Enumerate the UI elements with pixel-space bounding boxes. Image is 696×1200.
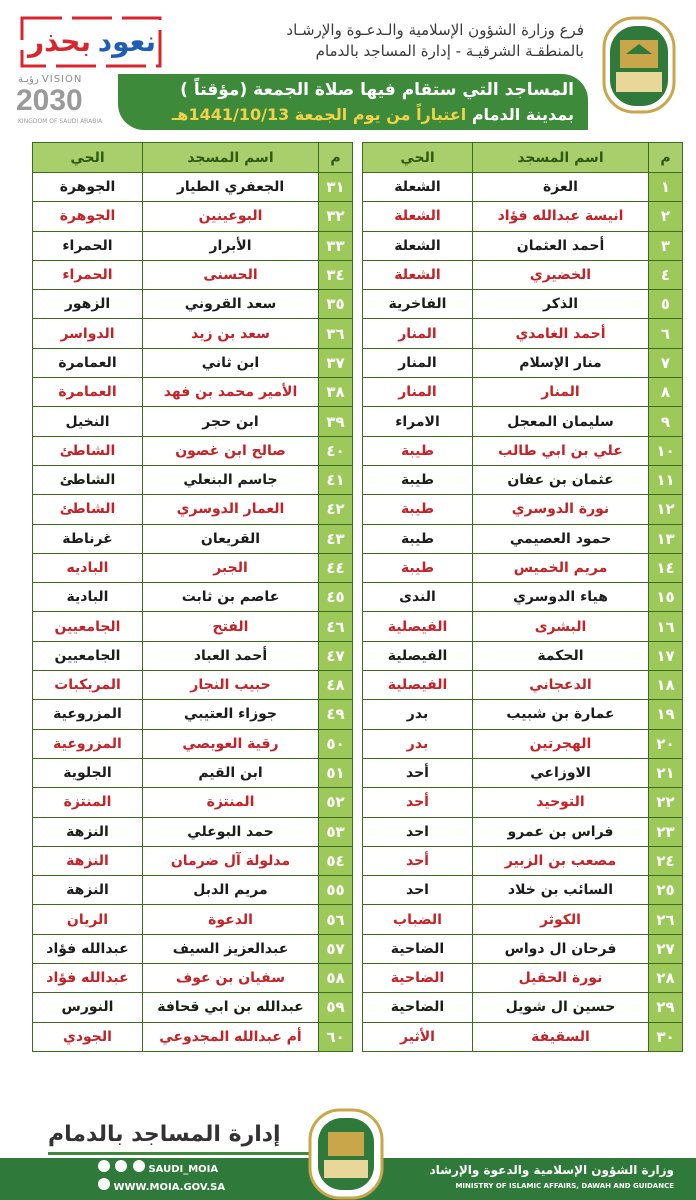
district-name: الريان	[33, 905, 143, 934]
district-name: طيبة	[363, 465, 473, 494]
row-number: ٢٩	[649, 993, 683, 1022]
campaign-word-1: نعود	[97, 25, 156, 58]
district-name: الندى	[363, 583, 473, 612]
district-name: الأثير	[363, 1022, 473, 1051]
table-row	[363, 524, 683, 553]
row-number: ٤٦	[319, 612, 353, 641]
mosque-table-right	[362, 142, 683, 1052]
vision-label: رؤيـة VISION	[18, 74, 83, 85]
district-name: الامراء	[363, 407, 473, 436]
row-number: ٥٣	[319, 817, 353, 846]
mosque-name: الأبرار	[143, 231, 319, 260]
management-title: إدارة المساجد بالدمام	[48, 1122, 281, 1147]
mosque-name: عبدالله بن ابي قحافة	[143, 993, 319, 1022]
mosque-name: البوعينين	[143, 202, 319, 231]
footer-ministry-en: MINISTRY OF ISLAMIC AFFAIRS, DAWAH AND GUIDANCE	[455, 1182, 674, 1190]
banner-date: اعتباراً من يوم الجمعة 1441/10/13هـ	[171, 105, 467, 124]
row-number: ٥٢	[319, 788, 353, 817]
mosque-name: سعد القروني	[143, 290, 319, 319]
globe-icon	[98, 1178, 110, 1190]
table-row	[363, 407, 683, 436]
table-row	[363, 465, 683, 494]
district-name: أحد	[363, 788, 473, 817]
district-name: غرناطة	[33, 524, 143, 553]
table-row	[33, 231, 353, 260]
mosque-name: الاوزاعي	[473, 758, 649, 787]
table-row	[363, 553, 683, 582]
mosque-name: عمارة بن شبيب	[473, 700, 649, 729]
row-number: ٥٤	[319, 846, 353, 875]
mosque-name: السقيفة	[473, 1022, 649, 1051]
district-name: أحد	[363, 758, 473, 787]
table-row	[363, 964, 683, 993]
district-name: الضاحية	[363, 964, 473, 993]
table-row	[363, 612, 683, 641]
district-name: النزهة	[33, 876, 143, 905]
district-name: الحمراء	[33, 231, 143, 260]
table-row	[363, 231, 683, 260]
row-number: ٢٢	[649, 788, 683, 817]
mosque-name: جوزاء العتيبي	[143, 700, 319, 729]
table-row	[363, 1022, 683, 1051]
mosque-name: مريم الخميس	[473, 553, 649, 582]
row-number: ٤٠	[319, 436, 353, 465]
mosque-name: فرحان ال دواس	[473, 934, 649, 963]
mosque-name: المنتزة	[143, 788, 319, 817]
row-number: ٣٦	[319, 319, 353, 348]
district-name: النخيل	[33, 407, 143, 436]
banner-title: المساجد التي ستقام فيها صلاة الجمعة (مؤقتاً )	[180, 80, 574, 100]
mosque-name: سفيان بن عوف	[143, 964, 319, 993]
table-row	[33, 846, 353, 875]
district-name: الجوهرة	[33, 202, 143, 231]
table-row	[363, 905, 683, 934]
table-row	[363, 641, 683, 670]
mosque-name: هياء الدوسري	[473, 583, 649, 612]
row-number: ٣٤	[319, 260, 353, 289]
mosque-name: عاصم بن ثابت	[143, 583, 319, 612]
table-row	[33, 202, 353, 231]
mosque-name: ابن القيم	[143, 758, 319, 787]
table-row	[33, 700, 353, 729]
row-number: ٤	[649, 260, 683, 289]
table-row	[363, 788, 683, 817]
mosque-name: السائب بن خلاد	[473, 876, 649, 905]
district-name: أحد	[363, 846, 473, 875]
mosque-name: العزة	[473, 173, 649, 202]
mosque-name: فراس بن عمرو	[473, 817, 649, 846]
row-number: ١٠	[649, 436, 683, 465]
vision-year: 2030	[16, 84, 83, 117]
district-name: الجامعيين	[33, 612, 143, 641]
district-name: البادية	[33, 583, 143, 612]
mosque-name: عثمان بن عفان	[473, 465, 649, 494]
vision-country: KINGDOM OF SAUDI ARABIA	[18, 118, 103, 125]
row-number: ٥٠	[319, 729, 353, 758]
mosque-name: انيسة عبدالله فؤاد	[473, 202, 649, 231]
mosque-name: الأمير محمد بن فهد	[143, 378, 319, 407]
campaign-word-2: بحذر	[28, 25, 91, 58]
table-header-row	[363, 143, 683, 173]
district-name: الجلوية	[33, 758, 143, 787]
mosque-name: الجعفري الطيار	[143, 173, 319, 202]
row-number: ٣٢	[319, 202, 353, 231]
row-number: ٢٥	[649, 876, 683, 905]
district-name: الفيصلية	[363, 641, 473, 670]
banner-city: بمدينة الدمام	[471, 105, 574, 124]
table-row	[33, 407, 353, 436]
table-row	[363, 202, 683, 231]
district-name: المزروعية	[33, 729, 143, 758]
row-number: ٧	[649, 348, 683, 377]
district-name: الشعلة	[363, 231, 473, 260]
campaign-logo	[12, 14, 170, 70]
social-handle[interactable]: SAUDI_MOIA	[148, 1164, 219, 1175]
table-row	[363, 173, 683, 202]
ministry-footer-emblem-icon	[304, 1108, 388, 1200]
row-number: ٣٠	[649, 1022, 683, 1051]
row-number: ٢٣	[649, 817, 683, 846]
table-row	[363, 436, 683, 465]
row-number: ٥١	[319, 758, 353, 787]
row-number: ٤٨	[319, 671, 353, 700]
district-name: الشعلة	[363, 260, 473, 289]
mosque-name: علي بن ابي طالب	[473, 436, 649, 465]
row-number: ٥٩	[319, 993, 353, 1022]
header-district: الحي	[363, 143, 473, 173]
district-name: النورس	[33, 993, 143, 1022]
twitter-icon[interactable]	[98, 1160, 110, 1172]
table-row	[33, 612, 353, 641]
table-row	[363, 671, 683, 700]
row-number: ٥٥	[319, 876, 353, 905]
district-name: الضاحية	[363, 993, 473, 1022]
header-num: م	[319, 143, 353, 173]
mosque-name: الدعجاني	[473, 671, 649, 700]
row-number: ٣٨	[319, 378, 353, 407]
mosque-name: أحمد العثمان	[473, 231, 649, 260]
mosque-name: ابن ثاني	[143, 348, 319, 377]
mosque-name: مدلولة آل ضرمان	[143, 846, 319, 875]
table-row	[33, 876, 353, 905]
district-name: طيبة	[363, 495, 473, 524]
row-number: ٢٦	[649, 905, 683, 934]
district-name: طيبة	[363, 524, 473, 553]
vision-2030-logo	[16, 74, 112, 128]
table-row	[33, 553, 353, 582]
row-number: ٤٤	[319, 553, 353, 582]
district-name: النزهة	[33, 817, 143, 846]
row-number: ٥٨	[319, 964, 353, 993]
row-number: ١٧	[649, 641, 683, 670]
footer-ministry-ar: وزارة الشؤون الإسلامية والدعوة والإرشاد	[429, 1163, 674, 1177]
row-number: ٣٧	[319, 348, 353, 377]
row-number: ٣٣	[319, 231, 353, 260]
mosque-name: أحمد الغامدي	[473, 319, 649, 348]
row-number: ٤٩	[319, 700, 353, 729]
row-number: ١٨	[649, 671, 683, 700]
table-row	[33, 290, 353, 319]
row-number: ٣	[649, 231, 683, 260]
ministry-branch-title	[254, 20, 584, 62]
mosque-name: الحكمة	[473, 641, 649, 670]
district-name: الفيصلية	[363, 612, 473, 641]
mosque-name: الحسنى	[143, 260, 319, 289]
row-number: ٢	[649, 202, 683, 231]
row-number: ٦٠	[319, 1022, 353, 1051]
mosque-name: التوحيد	[473, 788, 649, 817]
table-row	[33, 934, 353, 963]
header-mosque-name: اسم المسجد	[143, 143, 319, 173]
district-name: المنار	[363, 319, 473, 348]
district-name: الضاحية	[363, 934, 473, 963]
row-number: ٤١	[319, 465, 353, 494]
row-number: ٤٥	[319, 583, 353, 612]
row-number: ٤٧	[319, 641, 353, 670]
district-name: الجوهرة	[33, 173, 143, 202]
row-number: ٣٥	[319, 290, 353, 319]
district-name: الجامعيين	[33, 641, 143, 670]
header-num: م	[649, 143, 683, 173]
table-row	[363, 378, 683, 407]
website-link[interactable]: WWW.MOIA.GOV.SA	[113, 1182, 226, 1193]
row-number: ٨	[649, 378, 683, 407]
district-name: الباديه	[33, 553, 143, 582]
table-row	[363, 846, 683, 875]
table-row	[33, 348, 353, 377]
row-number: ٣١	[319, 173, 353, 202]
table-row	[33, 788, 353, 817]
district-name: احد	[363, 817, 473, 846]
district-name: الجودي	[33, 1022, 143, 1051]
mosque-name: عبدالعزيز السيف	[143, 934, 319, 963]
row-number: ٦	[649, 319, 683, 348]
table-row	[363, 758, 683, 787]
table-row	[363, 729, 683, 758]
table-row	[363, 583, 683, 612]
district-name: المريكبات	[33, 671, 143, 700]
table-row	[33, 436, 353, 465]
row-number: ١١	[649, 465, 683, 494]
mosque-name: جاسم البنعلي	[143, 465, 319, 494]
row-number: ٢٧	[649, 934, 683, 963]
table-row	[33, 758, 353, 787]
mosque-name: سليمان المعجل	[473, 407, 649, 436]
mosque-name: حمد البوعلي	[143, 817, 319, 846]
table-row	[33, 583, 353, 612]
mosque-name: نورة الحقيل	[473, 964, 649, 993]
district-name: المزروعية	[33, 700, 143, 729]
district-name: المنار	[363, 348, 473, 377]
mosque-name: الفتح	[143, 612, 319, 641]
table-row	[363, 700, 683, 729]
district-name: المنار	[363, 378, 473, 407]
mosque-name: سعد بن زيد	[143, 319, 319, 348]
table-row	[33, 465, 353, 494]
mosque-table-left	[32, 142, 353, 1052]
district-name: النزهة	[33, 846, 143, 875]
header-mosque-name: اسم المسجد	[473, 143, 649, 173]
row-number: ٥٦	[319, 905, 353, 934]
mosque-name: البشرى	[473, 612, 649, 641]
table-row	[33, 495, 353, 524]
row-number: ١٤	[649, 553, 683, 582]
table-row	[363, 934, 683, 963]
district-name: عبدالله فؤاد	[33, 964, 143, 993]
table-row	[33, 964, 353, 993]
table-row	[33, 993, 353, 1022]
mosque-name: القريعان	[143, 524, 319, 553]
table-row	[33, 817, 353, 846]
header-district: الحي	[33, 143, 143, 173]
table-row	[363, 319, 683, 348]
social-row	[96, 1160, 218, 1175]
district-name: العمامرة	[33, 348, 143, 377]
mosque-name: الهجرتين	[473, 729, 649, 758]
mosque-name: مصعب بن الزبير	[473, 846, 649, 875]
table-row	[33, 641, 353, 670]
row-number: ٢٤	[649, 846, 683, 875]
mosque-name: صالح ابن غصون	[143, 436, 319, 465]
district-name: الزهور	[33, 290, 143, 319]
district-name: بدر	[363, 729, 473, 758]
table-row	[33, 524, 353, 553]
table-row	[363, 290, 683, 319]
mosque-name: الذكر	[473, 290, 649, 319]
district-name: طيبة	[363, 553, 473, 582]
mosque-name: أم عبدالله المجدوعي	[143, 1022, 319, 1051]
website-row	[96, 1178, 225, 1193]
header	[0, 0, 696, 70]
management-underline	[48, 1152, 320, 1155]
row-number: ١٢	[649, 495, 683, 524]
district-name: الفيصلية	[363, 671, 473, 700]
ministry-branch-line2: بالمنطقـة الشرقيـة - إدارة المساجد بالدمام	[315, 42, 584, 60]
row-number: ٥	[649, 290, 683, 319]
row-number: ٢١	[649, 758, 683, 787]
district-name: عبدالله فؤاد	[33, 934, 143, 963]
district-name: الضباب	[363, 905, 473, 934]
mosque-name: الكوثر	[473, 905, 649, 934]
table-header-row	[33, 143, 353, 173]
district-name: الدواسر	[33, 319, 143, 348]
mosque-name: أحمد العباد	[143, 641, 319, 670]
ministry-branch-line1: فرع وزارة الشؤون الإسلامية والـدعـوة والإرشـاد	[286, 21, 584, 39]
district-name: بدر	[363, 700, 473, 729]
row-number: ١٣	[649, 524, 683, 553]
row-number: ٢٨	[649, 964, 683, 993]
table-row	[33, 173, 353, 202]
mosque-name: حسين ال شويل	[473, 993, 649, 1022]
table-row	[33, 260, 353, 289]
district-name: الحمراء	[33, 260, 143, 289]
table-row	[33, 1022, 353, 1051]
district-name: الشعلة	[363, 173, 473, 202]
table-row	[33, 905, 353, 934]
mosque-name: حبيب النجار	[143, 671, 319, 700]
district-name: طيبة	[363, 436, 473, 465]
row-number: ١	[649, 173, 683, 202]
row-number: ١٩	[649, 700, 683, 729]
district-name: الشاطئ	[33, 465, 143, 494]
district-name: الشاطئ	[33, 436, 143, 465]
title-banner	[118, 74, 588, 130]
table-row	[363, 260, 683, 289]
row-number: ٢٠	[649, 729, 683, 758]
district-name: الفاخرية	[363, 290, 473, 319]
table-row	[33, 378, 353, 407]
table-row	[363, 348, 683, 377]
mosque-name: مريم الدبل	[143, 876, 319, 905]
row-number: ٤٢	[319, 495, 353, 524]
mosque-name: حمود العصيمي	[473, 524, 649, 553]
table-row	[33, 729, 353, 758]
table-row	[33, 671, 353, 700]
row-number: ١٥	[649, 583, 683, 612]
mosque-name: الجبر	[143, 553, 319, 582]
ministry-emblem-icon	[598, 14, 680, 116]
row-number: ٥٧	[319, 934, 353, 963]
mosque-name: نورة الدوسري	[473, 495, 649, 524]
mosque-name: رقية العويصي	[143, 729, 319, 758]
mosque-name: العمار الدوسري	[143, 495, 319, 524]
mosque-name: ابن حجر	[143, 407, 319, 436]
table-row	[363, 495, 683, 524]
mosque-name: المنار	[473, 378, 649, 407]
mosque-name: الدعوة	[143, 905, 319, 934]
district-name: العمامرة	[33, 378, 143, 407]
district-name: المنتزة	[33, 788, 143, 817]
mosque-name: الخضيري	[473, 260, 649, 289]
table-row	[33, 319, 353, 348]
banner-subtitle	[172, 105, 574, 124]
table-row	[363, 817, 683, 846]
row-number: ٤٣	[319, 524, 353, 553]
youtube-icon[interactable]	[133, 1160, 145, 1172]
district-name: الشاطئ	[33, 495, 143, 524]
instagram-icon[interactable]	[115, 1160, 127, 1172]
row-number: ٩	[649, 407, 683, 436]
district-name: الشعلة	[363, 202, 473, 231]
row-number: ٣٩	[319, 407, 353, 436]
table-row	[363, 876, 683, 905]
district-name: احد	[363, 876, 473, 905]
mosque-name: منار الإسلام	[473, 348, 649, 377]
table-row	[363, 993, 683, 1022]
row-number: ١٦	[649, 612, 683, 641]
